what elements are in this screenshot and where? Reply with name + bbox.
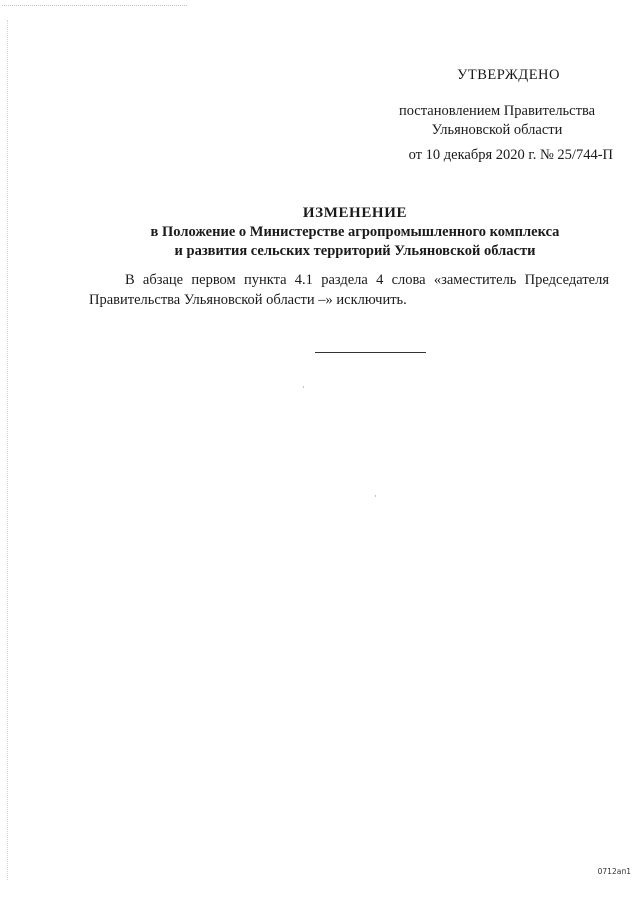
- approval-authority-line1: постановлением Правительства: [398, 103, 596, 119]
- closing-divider: [315, 352, 426, 353]
- scan-speck: ·: [302, 383, 305, 393]
- scan-artifact-left: [7, 20, 10, 880]
- document-subtitle-line1: в Положение о Министерстве агропромышленного комплекса: [150, 224, 560, 240]
- approval-authority: [352, 102, 612, 140]
- document-title-block: [80, 204, 630, 261]
- approval-date: от 10 декабря 2020 г. № 25/744-П: [408, 147, 613, 163]
- document-subtitle-line2: и развития сельских территорий Ульяновской области: [174, 243, 536, 259]
- document-title: ИЗМЕНЕНИЕ: [302, 205, 408, 221]
- approval-authority-line2: Ульяновской области: [431, 122, 563, 138]
- document-code: 0712ап1: [597, 867, 631, 876]
- scan-artifact-top: [2, 5, 187, 8]
- scan-speck: ·: [374, 492, 377, 502]
- body-paragraph: В абзаце первом пункта 4.1 раздела 4 слова «заместитель Председателя Правительства Ульяновской области –» исключить.: [89, 272, 609, 308]
- approval-heading: УТВЕРЖДЕНО: [457, 67, 560, 83]
